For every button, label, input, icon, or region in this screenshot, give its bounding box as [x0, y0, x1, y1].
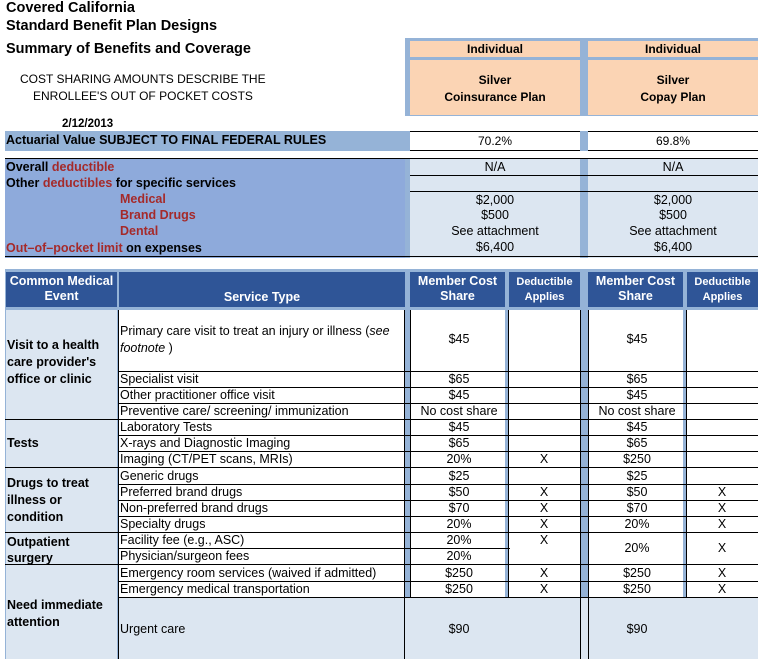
service-preventive: Preventive care/ screening/ immunization	[120, 404, 349, 418]
other-prefix: Other	[6, 176, 43, 190]
plan-2-name-line2: Copay Plan	[640, 90, 706, 104]
p2-surgery: 20%	[624, 541, 650, 555]
plan-2-type: Individual	[644, 42, 701, 56]
event-outpatient	[7, 534, 70, 566]
p2-generic: $25	[626, 469, 648, 483]
cost-sharing-note-1: COST SHARING AMOUNTS DESCRIBE THE	[20, 72, 266, 86]
plan-1-type: Individual	[466, 42, 523, 56]
plan-1-mcs-line1: Member Cost	[417, 274, 498, 288]
plan-2-mcs-line2: Share	[618, 289, 653, 303]
oop-suffix: on expenses	[122, 241, 202, 255]
medical-deductible-label: Medical	[120, 192, 166, 206]
service-nonpreferred: Non-preferred brand drugs	[120, 501, 268, 515]
p2-urgent: $90	[626, 622, 648, 636]
plan-2-da-header	[687, 275, 758, 305]
plan-2-medical: $2,000	[653, 193, 693, 207]
plan-1-brand: $500	[481, 208, 509, 222]
plan-1-medical: $2,000	[475, 193, 515, 207]
actuarial-label: Actuarial Value SUBJECT TO FINAL FEDERAL RULES	[6, 133, 327, 147]
event-visit-line2: care provider's	[7, 355, 97, 369]
service-other-practitioner: Other practitioner office visit	[120, 388, 275, 402]
p2-transport-deductible: X	[717, 582, 727, 596]
oop-word: Out–of–pocket limit	[6, 241, 123, 255]
brand-drugs-deductible-label: Brand Drugs	[120, 208, 196, 222]
grid-h-15	[118, 597, 758, 598]
event-visit	[7, 337, 99, 388]
plan-2-overall: N/A	[662, 160, 684, 174]
overall-word: deductible	[51, 160, 115, 174]
p1-urgent: $90	[448, 622, 470, 636]
event-header	[6, 274, 117, 304]
plan-2-actuarial-value: 69.8%	[655, 134, 691, 148]
plan-2-brand: $500	[659, 208, 687, 222]
p2-specialty-deductible: X	[717, 517, 727, 531]
plan-2-da-line2: Applies	[702, 291, 743, 303]
p2-other-practitioner: $45	[626, 388, 648, 402]
p1-primary: $45	[448, 332, 470, 346]
p1-imaging-deductible: X	[539, 452, 549, 466]
p2-preferred-deductible: X	[717, 485, 727, 499]
other-word: deductibles	[42, 176, 113, 190]
p2-imaging: $250	[623, 452, 651, 466]
service-header: Service Type	[223, 290, 301, 304]
p1-transport-deductible: X	[539, 582, 549, 596]
event-header-line2: Event	[44, 289, 79, 303]
dental-deductible-label: Dental	[120, 224, 159, 238]
rule-deductible-1	[410, 175, 758, 176]
p2-preventive: No cost share	[598, 404, 676, 418]
event-drugs	[7, 475, 89, 526]
plan-1-actuarial-value: 70.2%	[477, 134, 513, 148]
service-specialty: Specialty drugs	[120, 517, 206, 531]
rule-deductible-bottom	[5, 256, 758, 257]
primary-footnote: footnote	[120, 341, 166, 355]
plan-2-mcs-line1: Member Cost	[595, 274, 676, 288]
p2-primary: $45	[626, 332, 648, 346]
event-visit-line1: Visit to a health	[7, 338, 100, 352]
subtitle: Standard Benefit Plan Designs	[6, 18, 218, 34]
p2-specialty: 20%	[624, 517, 650, 531]
plan-1-name-cell	[410, 60, 580, 115]
p1-specialty-deductible: X	[539, 517, 549, 531]
p1-generic: $25	[448, 469, 470, 483]
service-specialist: Specialist visit	[120, 372, 199, 386]
plan-1-da-header	[509, 275, 580, 305]
plan-1-name-line2: Coinsurance Plan	[444, 90, 546, 104]
p1-physician: 20%	[446, 549, 472, 563]
p1-preventive: No cost share	[420, 404, 498, 418]
event-drugs-line3: condition	[7, 510, 64, 524]
service-transport: Emergency medical transportation	[120, 582, 310, 596]
event-drugs-line2: illness or	[7, 493, 62, 507]
service-xray: X-rays and Diagnostic Imaging	[120, 436, 291, 450]
rule-deductible-top	[5, 158, 758, 159]
p2-nonpreferred-deductible: X	[717, 501, 727, 515]
p2-lab: $45	[626, 420, 648, 434]
summary-title: Summary of Benefits and Coverage	[6, 41, 251, 57]
p1-xray: $65	[448, 436, 470, 450]
event-immediate-line2: attention	[7, 615, 60, 629]
rule-deductible-2	[410, 191, 758, 192]
p2-preferred: $50	[626, 485, 648, 499]
p1-specialty: 20%	[446, 517, 472, 531]
service-urgent: Urgent care	[120, 622, 186, 636]
actuarial-spacer-2	[580, 131, 588, 151]
plan-1-mcs-line2: Share	[440, 289, 475, 303]
p1-preferred: $50	[448, 485, 470, 499]
p1-lab: $45	[448, 420, 470, 434]
plan-1-dental: See attachment	[451, 224, 539, 238]
p2-transport: $250	[623, 582, 651, 596]
p2-nonpreferred: $70	[626, 501, 648, 515]
service-generic: Generic drugs	[120, 469, 199, 483]
primary-text: Primary care visit to treat an injury or illness (	[120, 324, 370, 338]
grid-h-7	[5, 467, 758, 468]
p1-facility-deductible: X	[539, 533, 549, 547]
plan-2-name-cell	[588, 60, 758, 115]
plan-1-name-line1: Silver	[478, 73, 512, 87]
document-date: 2/12/2013	[62, 118, 114, 130]
p1-nonpreferred-deductible: X	[539, 501, 549, 515]
p2-specialist: $65	[626, 372, 648, 386]
p2-xray: $65	[626, 436, 648, 450]
event-outpatient-line2: surgery	[7, 551, 53, 565]
p2-er-deductible: X	[717, 566, 727, 580]
service-facility: Facility fee (e.g., ASC)	[120, 533, 245, 547]
plan-2-oop: $6,400	[653, 240, 693, 254]
event-outpatient-line1: Outpatient	[7, 535, 70, 549]
p1-imaging: 20%	[446, 452, 472, 466]
service-er: Emergency room services (waived if admitted)	[120, 566, 377, 580]
plan-2-dental: See attachment	[629, 224, 717, 238]
service-imaging: Imaging (CT/PET scans, MRIs)	[120, 452, 293, 466]
plan-2-mcs-header	[588, 274, 683, 304]
p1-facility: 20%	[446, 533, 472, 547]
p1-transport: $250	[445, 582, 473, 596]
event-header-line1: Common Medical	[9, 274, 114, 288]
p1-er-deductible: X	[539, 566, 549, 580]
plan-1-da-line1: Deductible	[516, 276, 573, 288]
primary-close: )	[168, 341, 173, 355]
p1-nonpreferred: $70	[448, 501, 470, 515]
p1-preferred-deductible: X	[539, 485, 549, 499]
p2-surgery-deductible: X	[717, 541, 727, 555]
plan-2-da-line1: Deductible	[694, 276, 751, 288]
p1-other-practitioner: $45	[448, 388, 470, 402]
event-immediate	[7, 597, 103, 631]
plan-1-overall: N/A	[484, 160, 506, 174]
p1-er: $250	[445, 566, 473, 580]
oop-limit-label	[6, 241, 202, 255]
primary-see: see	[369, 324, 390, 338]
event-immediate-line1: Need immediate	[7, 598, 103, 612]
service-preferred: Preferred brand drugs	[120, 485, 243, 499]
grid-h-11	[5, 532, 758, 533]
other-deductibles-label	[6, 176, 236, 190]
plan-1-da-line2: Applies	[524, 291, 565, 303]
deductible-spacer-2	[580, 158, 588, 258]
org-title: Covered California	[6, 0, 135, 16]
plan-1-oop: $6,400	[475, 240, 515, 254]
plan-1-mcs-header	[410, 274, 505, 304]
plan-2-name-line1: Silver	[656, 73, 690, 87]
service-physician: Physician/surgeon fees	[120, 549, 250, 563]
event-visit-line3: office or clinic	[7, 372, 92, 386]
service-lab: Laboratory Tests	[120, 420, 213, 434]
grid-h-13	[5, 564, 758, 565]
p2-er: $250	[623, 566, 651, 580]
event-drugs-line1: Drugs to treat	[7, 476, 89, 490]
other-suffix: for specific services	[112, 176, 236, 190]
overall-prefix: Overall	[6, 160, 52, 174]
cost-sharing-note-2: ENROLLEE'S OUT OF POCKET COSTS	[33, 89, 253, 103]
service-primary-care	[120, 323, 390, 357]
p1-specialist: $65	[448, 372, 470, 386]
event-tests: Tests	[7, 436, 39, 450]
overall-deductible-label	[6, 160, 114, 174]
